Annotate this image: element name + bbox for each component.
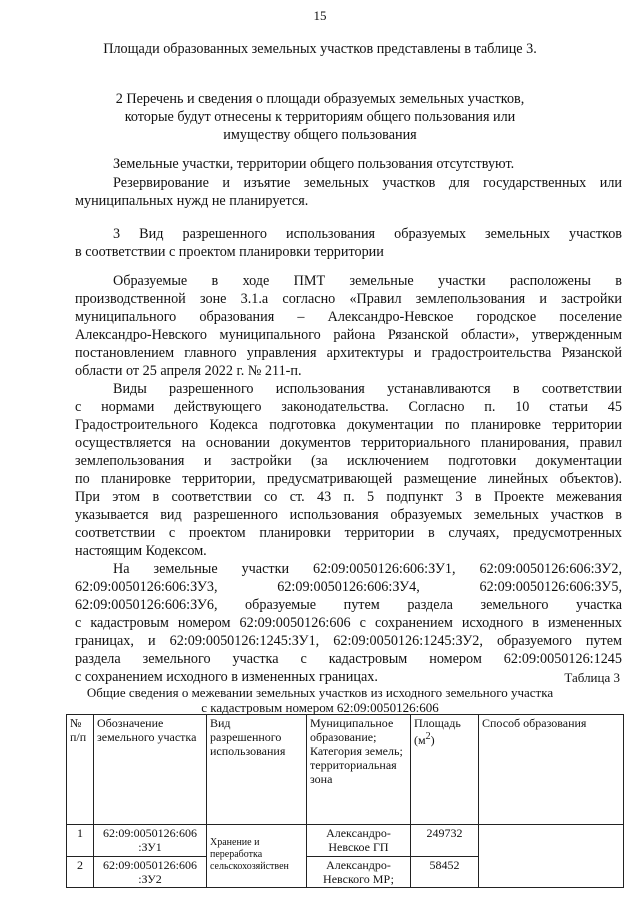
land-plots-table — [66, 714, 624, 888]
p1-line4: Александро-Невского муниципального района Рязанской области», утвержденным — [75, 327, 622, 343]
absent-paragraph: Земельные участки, территории общего пользования отсутствуют. — [113, 156, 515, 172]
p3-line4: с кадастровым номером 62:09:0050126:606 с сохранением исходного в измененных — [75, 615, 622, 631]
row1-designation: 62:09:0050126:606 :ЗУ1 — [94, 825, 207, 857]
intro-text: Площади образованных земельных участков представлены в таблице 3. — [103, 41, 537, 57]
p2-line8: указывается вид разрешенного использования образуемых земельных участков в — [75, 507, 622, 523]
p2-line7: При этом в соответствии со ст. 43 п. 5 подпункт 3 в Проекте межевания — [75, 489, 622, 505]
p2-line2: с нормами действующего законодательства. Согласно п. 10 статьи 45 — [75, 399, 622, 415]
table-header-row — [67, 715, 624, 825]
row1-number: 1 — [67, 825, 94, 857]
col-header-number: № п/п — [67, 715, 94, 825]
row1-area: 249732 — [411, 825, 479, 857]
col-header-method: Способ образования — [479, 715, 624, 825]
p1-line3: муниципального образования – Александро-Невское городское поселение — [75, 309, 622, 325]
section2-heading-line1: 2 Перечень и сведения о площади образуемых земельных участков, — [115, 91, 525, 107]
p3-line3: 62:09:0050126:606:ЗУ6, образуемые путем раздела земельного участка — [75, 597, 622, 613]
row1-municipal: Александро-Невское ГП — [307, 825, 411, 857]
p3-line1: На земельные участки 62:09:0050126:606:ЗУ1, 62:09:0050126:606:ЗУ2, — [113, 561, 622, 577]
row2-municipal: Александро-Невского МР; — [307, 857, 411, 888]
page-number: 15 — [313, 8, 327, 23]
col-header-designation: Обозначение земельного участка — [94, 715, 207, 825]
p3-line5: границах, и 62:09:0050126:1245:ЗУ1, 62:09:0050126:1245:ЗУ2, образуемого путем — [75, 633, 622, 649]
section3-heading-line2: в соответствии с проектом планировки территории — [75, 244, 384, 260]
p3-line7: с сохранением исходного в измененных границах. — [75, 669, 378, 685]
table-caption-line2: с кадастровым номером 62:09:0050126:606 — [201, 700, 439, 715]
row2-designation: 62:09:0050126:606 :ЗУ2 — [94, 857, 207, 888]
section2-heading-line3: имуществу общего пользования — [223, 127, 417, 143]
use-type-cell: Хранение и переработка сельскохозяйствен — [207, 825, 307, 888]
p2-line6: по планировке территории, предусматривающей размещение линейных объектов). — [75, 471, 622, 487]
col-header-area: Площадь $(м^2)$ — [411, 715, 479, 825]
p1-line6: области от 25 апреля 2022 г. № 211-п. — [75, 363, 302, 379]
p2-line3: Градостроительного Кодекса подготовка документации по планировке территории — [75, 417, 622, 433]
reserve-paragraph-line1: Резервирование и изъятие земельных участков для государственных или — [113, 175, 622, 191]
p2-line1: Виды разрешенного использования устанавливаются в соответствии — [113, 381, 622, 397]
table-row — [67, 825, 624, 857]
p2-line9: соответствии с проектом планировки территории в случаях, предусмотренных — [75, 525, 622, 541]
p2-line5: землепользования и застройки (за исключением подготовки документации — [75, 453, 622, 469]
section3-heading-line1: 3 Вид разрешенного использования образуемых земельных участков — [113, 226, 622, 242]
p2-line10: настоящим Кодексом. — [75, 543, 207, 559]
col-header-municipal: Муниципальное образование; Категория земель; территориальная зона — [307, 715, 411, 825]
p1-line1: Образуемые в ходе ПМТ земельные участки расположены в — [113, 273, 622, 289]
p1-line2: производственной зоне 3.1.а согласно «Правил землепользования и застройки — [75, 291, 622, 307]
p3-line6: раздела земельного участка с кадастровым номером 62:09:0050126:1245 — [75, 651, 622, 667]
table-caption-line1: Общие сведения о межевании земельных участков из исходного земельного участка — [86, 685, 554, 700]
reserve-paragraph-line2: муниципальных нужд не планируется. — [75, 193, 309, 209]
p2-line4: осуществляется на основании документов территориального планирования, правил — [75, 435, 622, 451]
col-header-use: Вид разрешенного использования — [207, 715, 307, 825]
row2-area: 58452 — [411, 857, 479, 888]
section2-heading-line2: которые будут отнесены к территориям общего пользования или — [124, 109, 516, 125]
p3-line2: 62:09:0050126:606:ЗУ3, 62:09:0050126:606:ЗУ4, 62:09:0050126:606:ЗУ5, — [75, 579, 622, 595]
method-cell — [479, 825, 624, 888]
p1-line5: постановлением главного управления архитектуры и градостроительства Рязанской — [75, 345, 622, 361]
row2-number: 2 — [67, 857, 94, 888]
table-label: Таблица 3 — [564, 670, 620, 685]
